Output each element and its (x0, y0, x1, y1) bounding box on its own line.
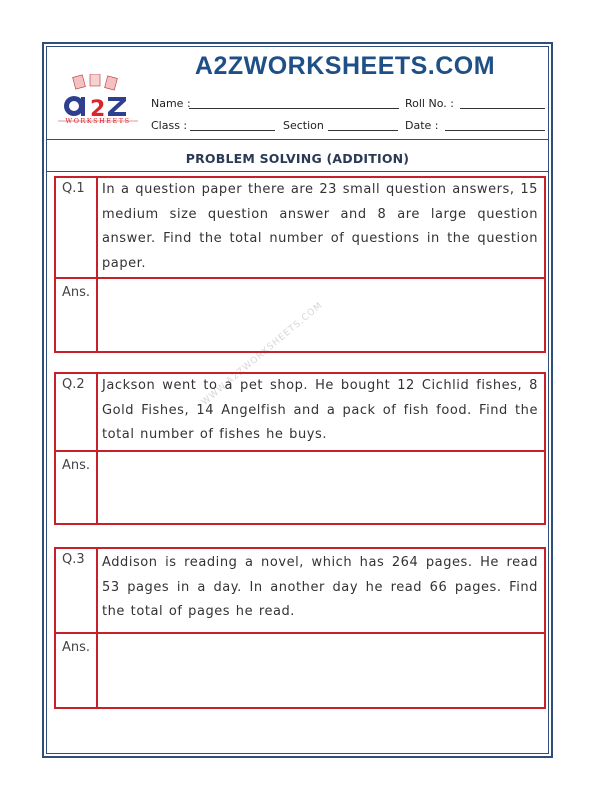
paper-sheets-icon (73, 74, 118, 90)
logo-subtext: WORKSHEETS (65, 117, 131, 125)
answer-area[interactable] (98, 634, 544, 707)
question-text: In a question paper there are 23 small question answers, 15 medium size question answer and 8 are large question answer. Find the total number of questions in the question paper. (102, 182, 538, 271)
question-block-3 (54, 547, 546, 709)
class-label: Class : (151, 119, 188, 132)
answer-label: Ans. (62, 285, 91, 300)
name-label: Name : (151, 97, 191, 110)
answer-label: Ans. (62, 640, 91, 655)
section-field[interactable] (328, 130, 398, 131)
watermark: WWW.A2ZWORKSHEETS.COM (200, 300, 325, 408)
date-label: Date : (405, 119, 439, 132)
section-label: Section (283, 119, 324, 132)
question-text: Jackson went to a pet shop. He bought 12 Cichlid fishes, 8 Gold Fishes, 14 Angelfish and a pack of fish food. Find the total number of fishes he buys. (102, 378, 538, 442)
answer-area[interactable] (98, 452, 544, 523)
header-divider (46, 139, 549, 140)
site-title: A2ZWORKSHEETS.COM (194, 52, 496, 80)
question-block-2 (54, 372, 546, 525)
question-number: Q.2 (62, 377, 85, 392)
roll-label: Roll No. : (405, 97, 454, 110)
question-text: Addison is reading a novel, which has 264 pages. He read 53 pages in a day. In another day he read 66 pages. Find the total of pages he read. (102, 555, 538, 619)
svg-text:2: 2 (90, 97, 106, 122)
answer-area[interactable] (98, 279, 544, 351)
class-field[interactable] (190, 130, 275, 131)
answer-label: Ans. (62, 458, 91, 473)
a2z-logo (56, 74, 140, 126)
date-field[interactable] (445, 130, 545, 131)
worksheet-title: PROBLEM SOLVING (ADDITION) (185, 151, 410, 166)
question-number: Q.1 (62, 181, 85, 196)
question-block-1 (54, 176, 546, 353)
roll-field[interactable] (460, 108, 545, 109)
title-divider (46, 171, 549, 172)
question-number: Q.3 (62, 552, 85, 567)
name-field[interactable] (189, 108, 399, 109)
